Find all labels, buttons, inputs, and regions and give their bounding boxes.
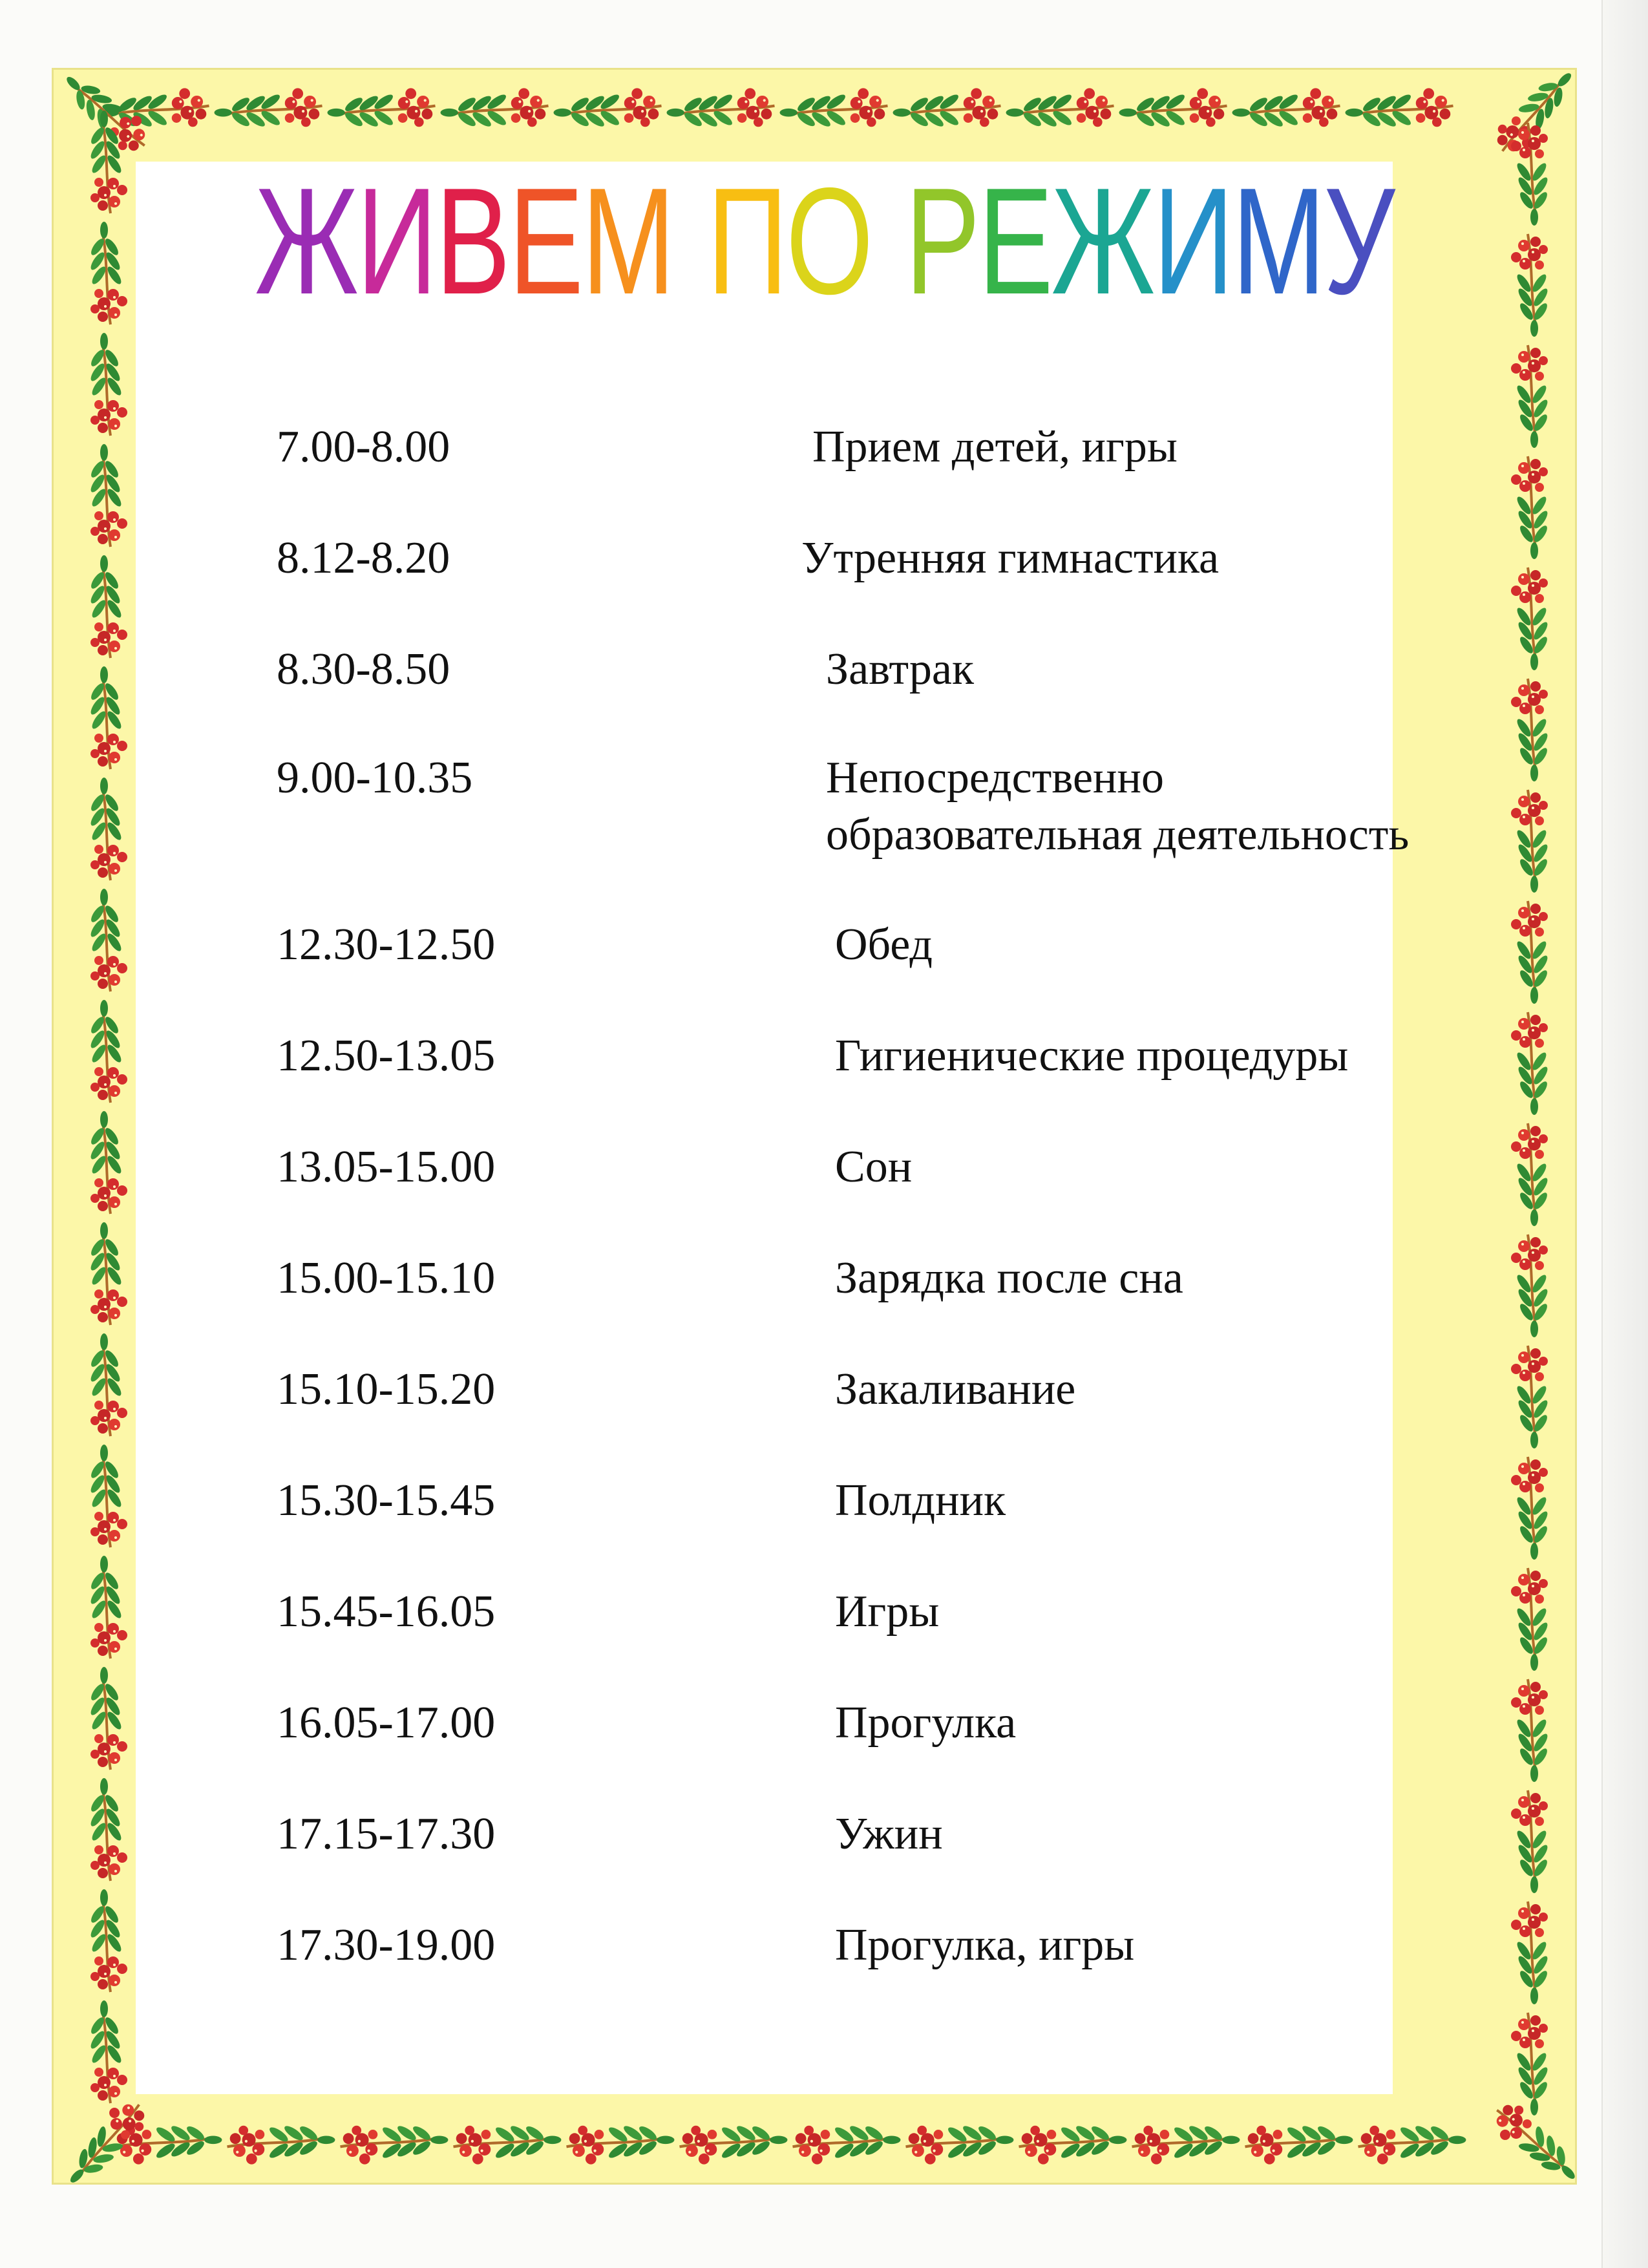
schedule-time: 15.00-15.10 <box>277 1253 496 1303</box>
schedule-time: 17.15-17.30 <box>277 1809 496 1859</box>
schedule-time: 12.30-12.50 <box>277 920 496 970</box>
schedule-activity: Прием детей, игры <box>812 422 1178 472</box>
schedule-time: 8.12-8.20 <box>277 533 450 583</box>
schedule-activity: Ужин <box>835 1809 943 1859</box>
schedule-activity: Утренняя гимнастика <box>801 533 1220 583</box>
schedule-time: 9.00-10.35 <box>277 753 473 803</box>
schedule-activity: Зарядка после сна <box>835 1253 1183 1303</box>
schedule-activity: Непосредственно образовательная деятельность <box>826 753 1410 860</box>
schedule-time: 7.00-8.00 <box>277 422 450 472</box>
schedule-activity: Гигиенические процедуры <box>835 1031 1349 1081</box>
schedule-time: 12.50-13.05 <box>277 1031 496 1081</box>
schedule-activity: Обед <box>835 920 933 970</box>
schedule-time: 17.30-19.00 <box>277 1920 496 1970</box>
schedule-activity: Игры <box>835 1587 940 1637</box>
schedule-time: 15.10-15.20 <box>277 1364 496 1414</box>
schedule-time: 16.05-17.00 <box>277 1698 496 1748</box>
schedule-time: 15.30-15.45 <box>277 1476 496 1525</box>
schedule-activity: Сон <box>835 1142 913 1192</box>
schedule-activity: Прогулка <box>835 1698 1017 1748</box>
schedule-time: 15.45-16.05 <box>277 1587 496 1637</box>
schedule-activity: Закаливание <box>835 1364 1076 1414</box>
page-title: ЖИВЕМ ПО РЕЖИМУ <box>255 156 1393 326</box>
schedule-activity: Полдник <box>835 1476 1006 1525</box>
schedule-time: 8.30-8.50 <box>277 644 450 694</box>
schedule-activity: Завтрак <box>826 644 974 694</box>
schedule-time: 13.05-15.00 <box>277 1142 496 1192</box>
schedule-activity: Прогулка, игры <box>835 1920 1135 1970</box>
